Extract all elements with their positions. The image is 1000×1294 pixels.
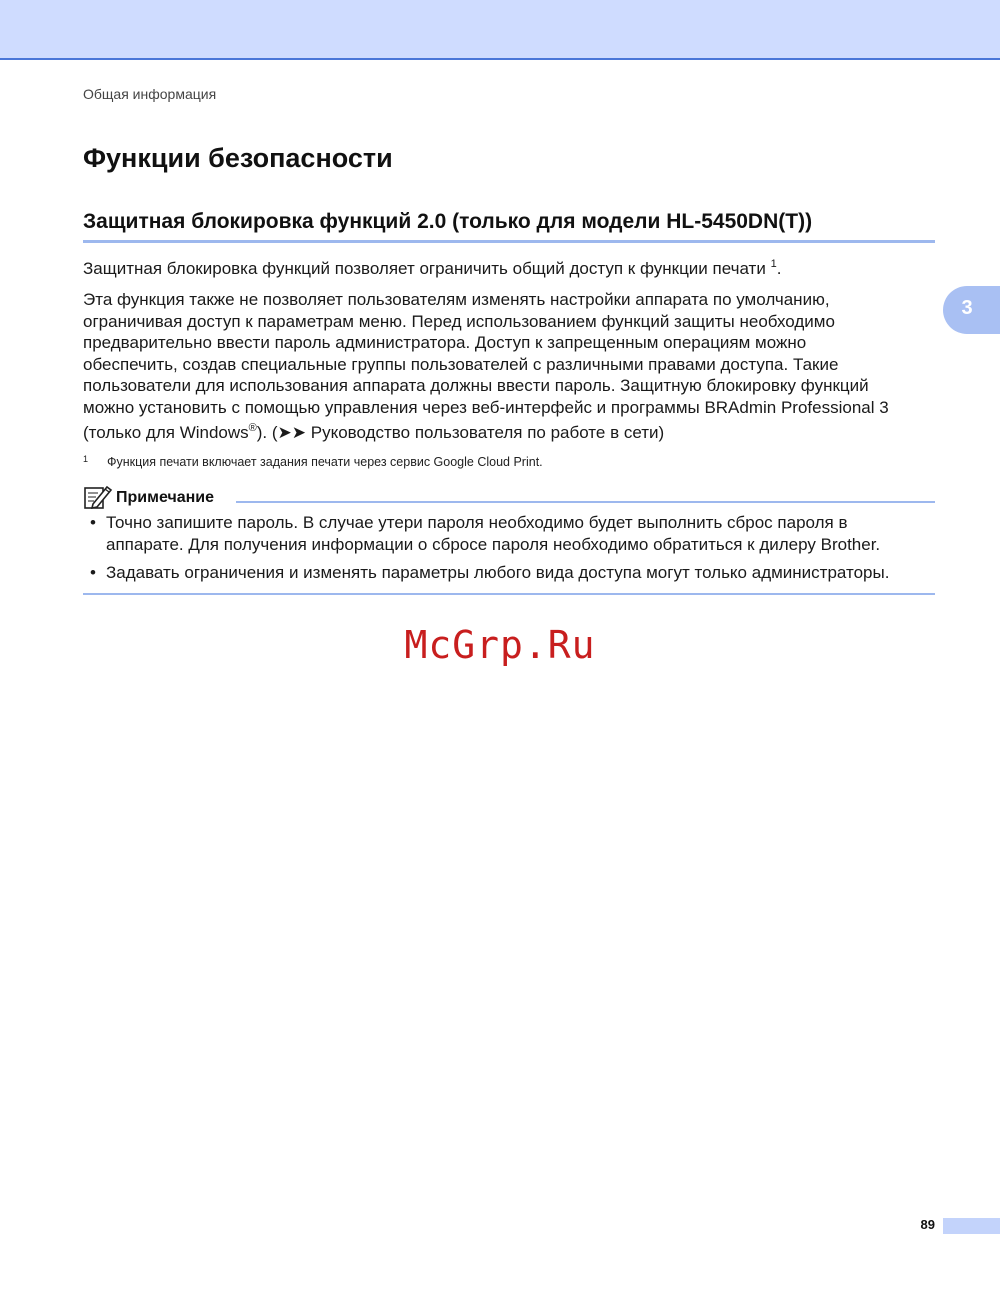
description-line: обеспечить, создав специальные группы пользователей с различными правами доступа. Такие xyxy=(83,354,839,374)
description-paragraph xyxy=(83,289,943,444)
chapter-tab[interactable] xyxy=(943,286,1000,334)
network-guide-reference[interactable]: ). (➤➤ Руководство пользователя по работе в сети) xyxy=(256,423,665,442)
page-number-bar xyxy=(943,1218,1000,1234)
intro-end: . xyxy=(776,259,782,278)
note-item-line: аппарате. Для получения информации о сбросе пароля необходимо обратиться к дилеру Brother. xyxy=(106,534,881,554)
note-list xyxy=(90,512,940,591)
watermark: McGrp.Ru xyxy=(404,623,596,667)
intro-paragraph xyxy=(83,258,943,280)
description-line: пользователи для использования аппарата должны ввести пароль. Защитную блокировку функций xyxy=(83,376,869,395)
note-item xyxy=(90,562,940,584)
footnote xyxy=(83,454,943,469)
header-band xyxy=(0,0,1000,60)
note-item-line: Задавать ограничения и изменять параметры любого вида доступа могут только администраторы. xyxy=(106,563,890,582)
bullet: • xyxy=(90,513,96,532)
note-header xyxy=(83,484,935,510)
description-line-last xyxy=(83,422,943,444)
chapter-number: 3 xyxy=(961,297,973,319)
note-label: Примечание xyxy=(116,489,215,506)
page-number: 89 xyxy=(920,1217,935,1232)
intro-text: Защитная блокировка функций позволяет ограничить общий доступ к функции печати xyxy=(83,259,771,278)
bullet: • xyxy=(90,563,96,582)
note-bottom-divider xyxy=(83,593,935,595)
description-line: можно установить с помощью управления через веб-интерфейс и программы BRAdmin Professional 3 xyxy=(83,397,889,417)
section-title: Защитная блокировка функций 2.0 (только для модели HL-5450DN(T)) xyxy=(83,210,935,243)
registered-mark: ® xyxy=(248,422,257,434)
footnote-mark: 1 xyxy=(83,454,89,464)
description-line: предварительно ввести пароль администратора. Доступ к запрещенным операциям можно xyxy=(83,333,807,352)
pencil-note-icon xyxy=(83,484,113,510)
description-line: Эта функция также не позволяет пользователям изменять настройки аппарата по умолчанию, xyxy=(83,290,830,309)
note-divider xyxy=(236,501,935,503)
note-item-line: Точно запишите пароль. В случае утери пароля необходимо будет выполнить сброс пароля в xyxy=(106,513,848,532)
windows-text: (только для Windows xyxy=(83,423,249,442)
note-item xyxy=(90,512,940,555)
footnote-reference[interactable]: 1 xyxy=(770,258,777,270)
description-line: ограничивая доступ к параметрам меню. Перед использованием функций защиты необходимо xyxy=(83,311,835,331)
breadcrumb: Общая информация xyxy=(83,86,217,102)
page-title: Функции безопасности xyxy=(83,143,393,173)
footnote-text: Функция печати включает задания печати через сервис Google Cloud Print. xyxy=(107,455,543,469)
